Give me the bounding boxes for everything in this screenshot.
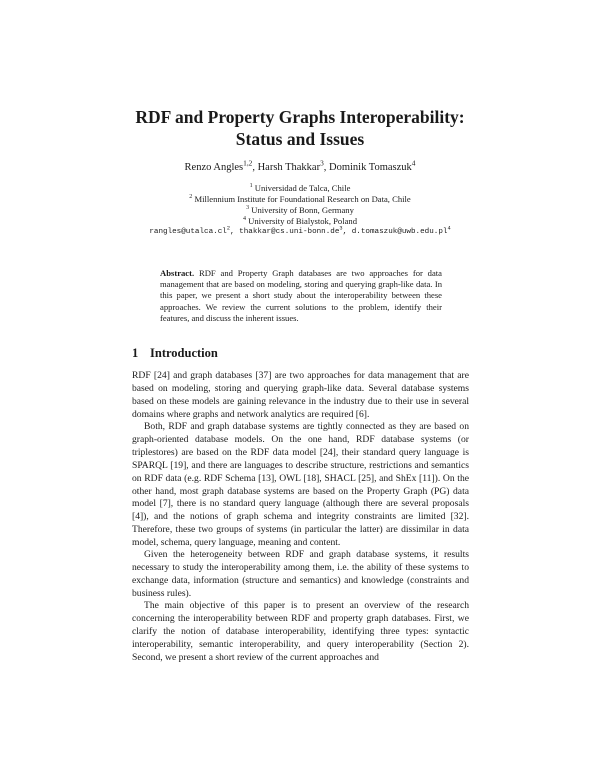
author-name: Renzo Angles	[184, 162, 244, 173]
affiliation-text: Millennium Institute for Foundational Research on Data, Chile	[194, 194, 411, 204]
email-affiliation-mark: 4	[447, 225, 451, 232]
paper-title	[0, 106, 600, 150]
email-address[interactable]: rangles@utalca.cl	[149, 228, 227, 236]
affiliation	[0, 205, 600, 216]
author-affiliation-mark: 1,2	[243, 158, 253, 168]
body-paragraph: Both, RDF and graph database systems are tightly connected as they are based on graph-oriented database models. On the one hand, RDF database systems (or triplestores) are based on the RDF data model [24], their standard query language is SPARQL [19], and there are languages to describe structure, restrictions and semantics on RDF data (e.g. RDF Schema [13], OWL [18], SHACL [25], and ShEx [11]). On the other hand, most graph database systems are based on the Property Graph (PG) data model [7], there is no standard query language (although there are several proposals [4]), and the notions of graph schema and integrity constraints are limited [32]. Therefore, these two groups of systems (in particular the latter) are dissimilar in data model, schema, query language, meaning and content.	[132, 421, 469, 549]
affiliation	[0, 216, 600, 227]
author-list: Renzo Angles$^{1,2}$, Harsh Thakkar$^3$, Dominik Tomaszuk$^4$	[184, 158, 416, 173]
title-line-1: RDF and Property Graphs Interoperability:	[135, 107, 465, 127]
author-name: Dominik Tomaszuk	[329, 162, 412, 173]
section-number: 1	[132, 346, 139, 360]
author-affiliation-mark: 3	[320, 158, 324, 168]
email-address[interactable]: d.tomaszuk@uwb.edu.pl	[351, 228, 448, 236]
affiliation-mark: 2	[189, 194, 193, 201]
email-address[interactable]: thakkar@cs.uni-bonn.de	[239, 228, 340, 236]
affiliation-text: University of Bonn, Germany	[251, 205, 354, 215]
affiliation-mark: 4	[242, 216, 246, 223]
affiliation-mark: 1	[249, 183, 253, 190]
abstract-text: RDF and Property Graph databases are two approaches for data management that are based on modeling, storing and querying graph-like data. In this paper, we present a short study about the interoperability between these approaches. We review the current solutions to the problem, identify their features, and discuss the inherent issues.	[160, 268, 442, 323]
body-paragraph: Given the heterogeneity between RDF and graph database systems, it results necessary to study the interoperability among them, i.e. the ability of these systems to exchange data, information (structure and semantics) and knowledge (constraints and business rules).	[132, 549, 469, 599]
abstract-label: Abstract.	[160, 268, 195, 278]
email-affiliation-mark: 2	[226, 225, 231, 232]
body-paragraph: The main objective of this paper is to present an overview of the research concerning the interoperability between RDF and property graph databases. First, we clarify the notion of database interoperability, identifying three types: syntactic interoperability, semantic interoperability, and query interoperability (Section 2). Second, we present a short review of the current approaches and	[132, 600, 469, 663]
affiliation-text: University of Bialystok, Poland	[248, 216, 358, 226]
abstract	[160, 268, 442, 324]
section-title: Introduction	[150, 346, 218, 360]
title-line-2: Status and Issues	[235, 129, 365, 149]
affiliation-text: Universidad de Talca, Chile	[254, 183, 351, 193]
author-affiliation-mark: 4	[411, 158, 416, 168]
author-name: Harsh Thakkar	[257, 162, 321, 173]
email-affiliation-mark: 3	[339, 225, 343, 232]
section-heading	[132, 346, 218, 361]
body-paragraph: RDF [24] and graph databases [37] are two approaches for data management that are based on modeling, storing and querying graph-like data. Several database systems based on these models are gaining relevance in the industry due to their use in several domains where graphs and network analytics are required [6].	[132, 370, 469, 420]
affiliation-mark: 3	[246, 205, 250, 212]
affiliation	[0, 194, 600, 205]
email-list: $rangles@utalca.cl^2$, $thakkar@cs.uni-bonn.de^3$, $d.tomaszuk@uwb.edu.pl^4$	[149, 225, 451, 236]
affiliation	[0, 183, 600, 194]
